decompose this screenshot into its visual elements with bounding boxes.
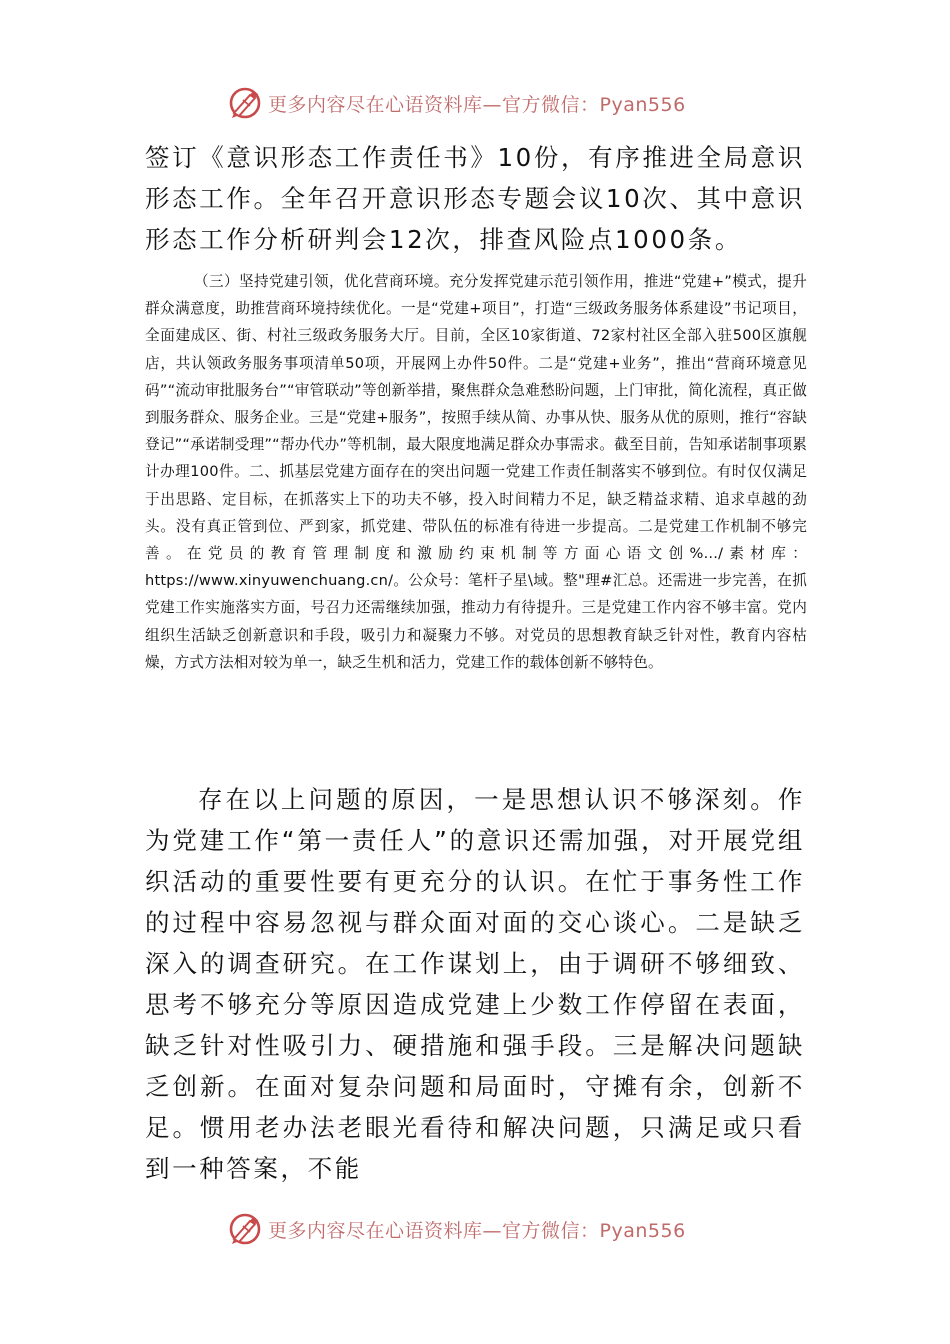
- footer-watermark-banner: [228, 1212, 728, 1246]
- paragraph-2: （三）坚持党建引领，优化营商环境。充分发挥党建示范引领作用，推进“党建+”模式，提升群众满意度，助推营商环境持续优化。一是“党建+项目”，打造“三级政务服务体系建设”书记项目，全面建成区、街、村社三级政务服务大厅。目前，全区10家街道、72家村社区全部入驻500区旗舰店，共认领政务服务事项清单50项，开展网上办件50件。二是“党建+业务”，推出“营商环境意见码”“流动审批服务台”“审管联动”等创新举措，聚焦群众急难愁盼问题，上门审批，简化流程，真正做到服务群众、服务企业。三是“党建+服务”，按照手续从简、办事从快、服务从优的原则，推行“容缺登记”“承诺制受理”“帮办代办”等机制，最大限度地满足群众办事需求。截至目前，告知承诺制事项累计办理100件。二、抓基层党建方面存在的突出问题一党建工作责任制落实不够到位。有时仅仅满足于出思路、定目标，在抓落实上下的功夫不够，投入时间精力不足，缺乏精益求精、追求卓越的劲头。没有真正管到位、严到家，抓党建、带队伍的标准有待进一步提高。二是党建工作机制不够完善。在党员的教育管理制度和激励约束机制等方面心语文创%.../素材库：https://www.xinyuwenchuang.cn/。公众号：笔杆子星\域。整"理#汇总。还需进一步完善，在抓党建工作实施落实方面，号召力还需继续加强，推动力有待提升。三是党建工作内容不够丰富。党内组织生活缺乏创新意识和手段，吸引力和凝聚力不够。对党员的思想教育缺乏针对性，教育内容枯燥，方式方法相对较为单一，缺乏生机和活力，党建工作的载体创新不够特色。: [145, 273, 807, 671]
- pen-logo-icon: [228, 86, 262, 120]
- paragraph-3: 存在以上问题的原因，一是思想认识不够深刻。作为党建工作“第一责任人”的意识还需加强，对开展党组织活动的重要性要有更充分的认识。在忙于事务性工作的过程中容易忽视与群众面对面的交心谈心。二是缺乏深入的调查研究。在工作谋划上，由于调研不够细致、思考不够充分等原因造成党建上少数工作停留在表面，缺乏针对性吸引力、硬措施和强手段。三是解决问题缺乏创新。在面对复杂问题和局面时，守摊有余，创新不足。惯用老办法老眼光看待和解决问题，只满足或只看到一种答案，不能: [145, 785, 805, 1183]
- header-watermark-banner: [228, 86, 728, 120]
- footer-banner-text: 更多内容尽在心语资料库—官方微信：Pyan556: [268, 1219, 686, 1242]
- pen-logo-icon: [228, 1212, 262, 1246]
- header-banner-text: 更多内容尽在心语资料库—官方微信：Pyan556: [268, 93, 686, 116]
- paragraph-1: 签订《意识形态工作责任书》10份，有序推进全局意识形态工作。全年召开意识形态专题会议10次、其中意识形态工作分析研判会12次，排查风险点1000条。: [145, 143, 805, 254]
